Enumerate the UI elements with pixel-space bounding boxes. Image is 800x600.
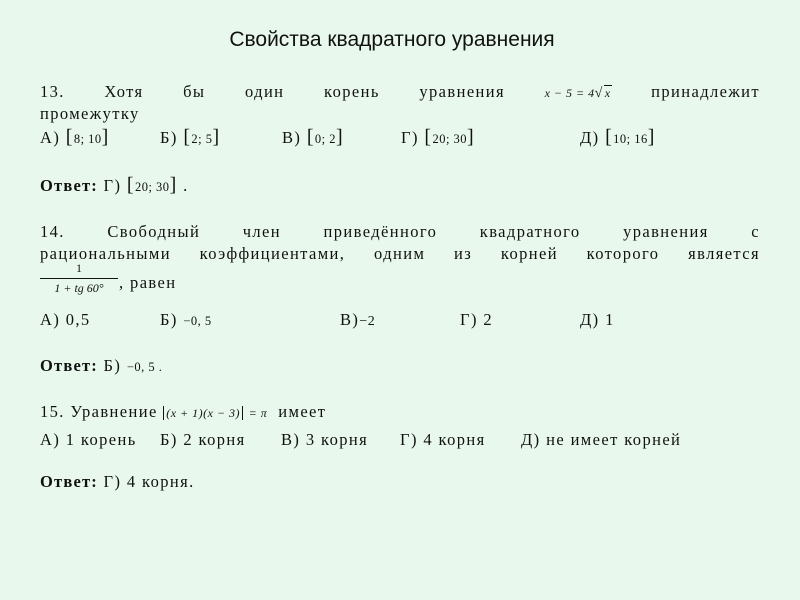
q13-number: 13.: [40, 82, 65, 101]
q13-option-g[interactable]: Г) [20; 30]: [401, 126, 476, 148]
fraction-numerator: 1: [40, 261, 118, 279]
q13-word: уравнения: [419, 82, 505, 101]
q14-line-1: 14. Свободный член приведённого квадратного уравнения с: [40, 222, 760, 241]
q14-option-g[interactable]: Г) 2: [460, 310, 494, 329]
q15-equation: (x + 1)(x − 3): [163, 406, 243, 420]
answer-label: Ответ:: [40, 176, 98, 195]
q15-option-g[interactable]: Г) 4 корня: [400, 430, 486, 449]
q13-option-b[interactable]: Б) [2; 5]: [160, 126, 221, 148]
q13-line-2: промежутку: [40, 104, 140, 123]
q15-options: [40, 430, 760, 454]
q14-option-a[interactable]: А) 0,5: [40, 310, 91, 329]
q14-fraction: [40, 261, 118, 296]
q15-option-b[interactable]: Б) 2 корня: [160, 430, 246, 449]
q13-word: бы: [183, 82, 206, 101]
q14-option-b[interactable]: Б) −0, 5: [160, 310, 212, 329]
q14-line-2: рациональными коэффициентами, одним из корней которого является: [40, 244, 760, 263]
q15-option-v[interactable]: В) 3 корня: [281, 430, 369, 449]
q14-answer: Ответ: Б) −0, 5 .: [40, 356, 163, 375]
q13-option-v[interactable]: В) [0; 2]: [282, 126, 345, 148]
fraction-denominator: 1 + tg 60°: [54, 281, 104, 295]
q14-options: [40, 310, 760, 334]
q14-option-d[interactable]: Д) 1: [580, 310, 615, 329]
answer-value: −0, 5 .: [126, 360, 163, 374]
q15-line-1: 15. Уравнение (x + 1)(x − 3) = π имеет: [40, 402, 327, 421]
answer-value: 20; 30: [134, 180, 170, 194]
answer-label: Ответ:: [40, 356, 98, 375]
q13-word: принадлежит: [651, 82, 760, 101]
slide-title: Свойства квадратного уравнения: [229, 28, 555, 51]
q14-option-v[interactable]: В)−2: [340, 310, 376, 329]
answer-value: Г) 4 корня.: [103, 472, 195, 491]
q15-option-d[interactable]: Д) не имеет корней: [521, 430, 682, 449]
q13-option-a[interactable]: А) [8; 10]: [40, 126, 110, 148]
q13-word: корень: [324, 82, 380, 101]
q15-option-a[interactable]: А) 1 корень: [40, 430, 137, 449]
q13-options: [40, 126, 760, 152]
q15-answer: [40, 472, 760, 492]
q13-equation: x − 5 = 4√x: [544, 86, 611, 101]
q14-line-3-tail: , равен: [119, 273, 177, 292]
q13-word: один: [244, 82, 285, 101]
q13-word: Хотя: [104, 82, 144, 101]
q13-answer: Ответ: Г) [20; 30] .: [40, 174, 189, 196]
q13-option-d[interactable]: Д) [10; 16]: [580, 126, 656, 148]
q13-line-1: [40, 82, 760, 102]
answer-label: Ответ:: [40, 472, 98, 491]
